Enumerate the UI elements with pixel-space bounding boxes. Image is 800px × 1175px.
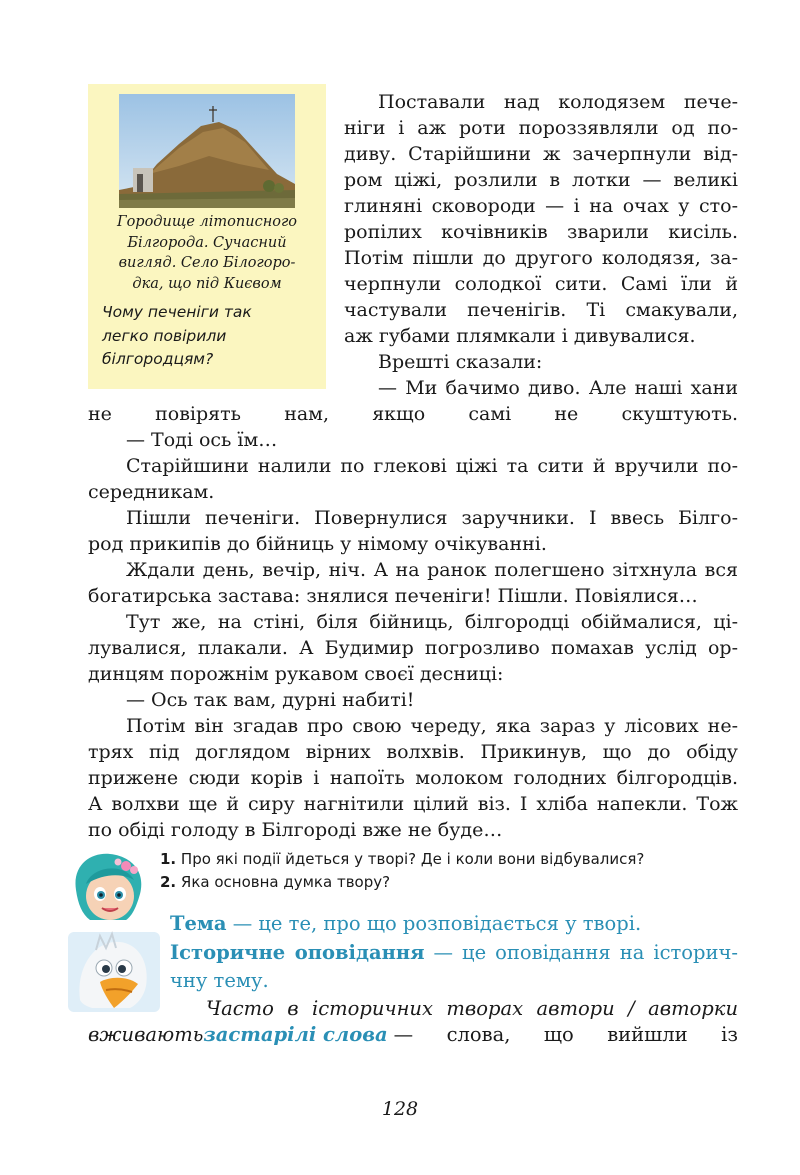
body-line: прижене сюди корів і напоїть молоком голодних білгородців. (88, 767, 738, 789)
questions-block (160, 848, 644, 894)
body-line: по обіді голоду в Білгороді вже не буде… (88, 819, 503, 841)
body-line: аж губами плямкали і дивувалися. (344, 325, 696, 347)
body-line: трях під доглядом вірних волхвів. Прикинув, що до обіду (88, 741, 738, 763)
keyword-archaic-words: застарілі слова (203, 1023, 388, 1046)
caption-line: дка, що під Києвом (132, 275, 282, 292)
body-line: Поставали над колодязем пече- (378, 91, 738, 113)
closing-word: вживають (88, 1023, 204, 1046)
caption-line: вигляд. Село Білогоро- (118, 255, 296, 271)
question-item (160, 848, 644, 871)
body-line: ніги і аж роти пороззявляли од по- (344, 117, 738, 139)
sidebar-question (102, 301, 322, 372)
bird-character-icon (66, 930, 162, 1014)
page-number: 128 (381, 1098, 419, 1120)
term-historical-story: Історичне оповідання (170, 941, 425, 964)
body-line: Врешті сказали: (378, 351, 543, 373)
closing-line (88, 1023, 738, 1047)
question-item (160, 871, 644, 894)
question-line: Чому печеніги так (102, 303, 252, 321)
question-line: білгородцям? (102, 350, 214, 368)
question-number: 1. (160, 850, 177, 868)
body-line: Тут же, на стіні, біля бійниць, білгородці обіймалися, ці- (126, 611, 738, 633)
closing-line: Часто в історичних творах автори / авторки (206, 997, 738, 1020)
question-text: Про які події йдеться у творі? Де і коли вони відбувалися? (176, 850, 645, 868)
body-line: ропілих кочівників зварили кисіль. (344, 221, 738, 243)
question-number: 2. (160, 873, 177, 891)
caption-line: Городище літописного (116, 214, 298, 230)
definition-tema (170, 911, 641, 937)
body-line: частували печенігів. Ті смакували, (344, 299, 738, 321)
body-line: лувалися, плакали. А Будимир погрозливо помахав услід ор- (88, 637, 738, 659)
hillfort-photo (119, 94, 295, 208)
body-line: середникам. (88, 481, 215, 503)
girl-character-icon (66, 850, 150, 926)
photo-caption (96, 212, 318, 294)
body-line: диву. Старійшини ж зачерпнули від- (344, 143, 738, 165)
body-line: ром ціжі, розлили в лотки — великі (344, 169, 738, 191)
body-line: не повірять нам, якщо самі не скуштують. (88, 403, 738, 425)
body-line: Потім він згадав про свою череду, яка зараз у лісових не- (126, 715, 738, 737)
body-line: А волхви ще й сиру нагнітили цілий віз. І хліба напекли. Тож (88, 793, 738, 815)
body-line: динцям порожнім рукавом своєї десниці: (88, 663, 504, 685)
question-line: легко повірили (102, 326, 227, 345)
term-tema: Тема (170, 912, 227, 935)
body-line: Старійшини налили по глекові ціжі та сити й вручили по- (126, 455, 738, 477)
question-text: Яка основна думка твору? (176, 873, 391, 891)
body-line: глиняні сковороди — і на очах у сто- (344, 195, 738, 217)
body-line: черпнули солодкої сити. Самі їли й (344, 273, 738, 295)
definition-text: — це те, про що розповідається у творі. (226, 912, 642, 935)
definition-text: — це оповідання на історич- (424, 941, 738, 964)
sidebar-box (88, 84, 326, 389)
body-line: род прикипів до бійниць у німому очікуванні. (88, 533, 547, 555)
closing-rest: — слова, що вийшли із (393, 1023, 738, 1046)
body-line: Потім пішли до другого колодязя, за- (344, 247, 738, 269)
body-line: — Ми бачимо диво. Але наші хани (378, 377, 738, 399)
body-line: — Тоді ось їм… (126, 429, 278, 451)
definition-historical (170, 940, 738, 966)
body-line: Ждали день, вечір, ніч. А на ранок полегшено зітхнула вся (126, 559, 738, 581)
caption-line: Білгорода. Сучасний (127, 234, 287, 251)
body-line: — Ось так вам, дурні набиті! (126, 689, 415, 711)
body-line: Пішли печеніги. Повернулися заручники. І ввесь Білго- (126, 507, 738, 529)
body-line: богатирська застава: знялися печеніги! Пішли. Повіялися… (88, 585, 698, 607)
definition-historical-cont: чну тему. (170, 969, 269, 992)
